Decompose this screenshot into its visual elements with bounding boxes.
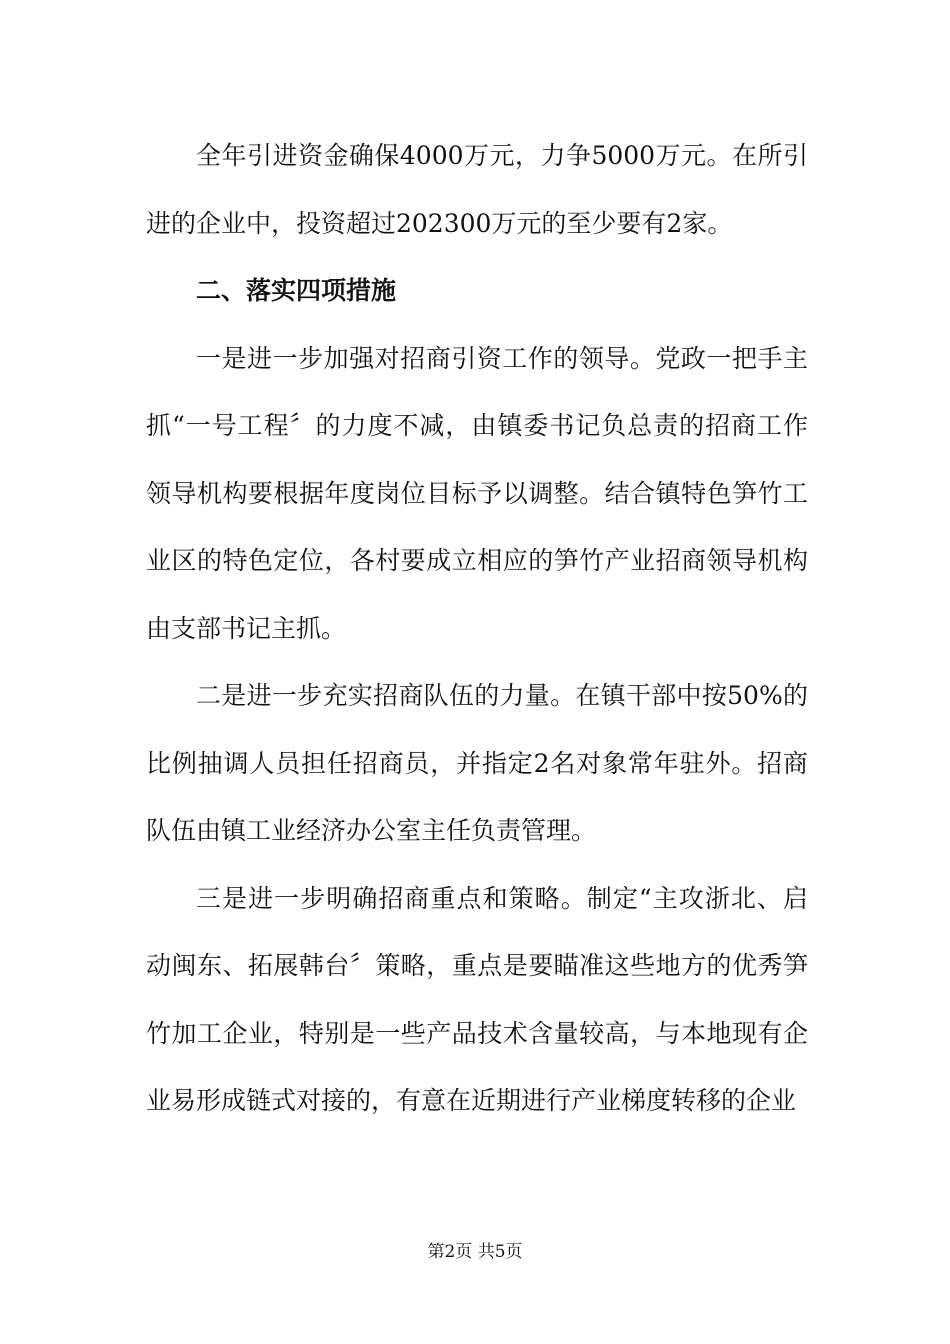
- section-heading: 二、落实四项措施: [196, 276, 397, 305]
- paragraph-funding-target: 全年引进资金确保4000万元，力争5000万元。在所引进的企业中，投资超过202300万元的至少要有2家。: [146, 141, 808, 238]
- page-footer: 第2页 共5页: [427, 1242, 523, 1262]
- paragraph-measure-leadership: 一是进一步加强对招商引资工作的领导。党政一把手主抓“一号工程〞的力度不减，由镇委书记负总责的招商工作领导机构要根据年度岗位目标予以调整。结合镇特色笋竹工业区的特色定位，各村要成立相应的笋竹产业招商领导机构由支部书记主抓。: [146, 343, 808, 643]
- paragraph-measure-team: 二是进一步充实招商队伍的力量。在镇干部中按50%的比例抽调人员担任招商员，并指定2名对象常年驻外。招商队伍由镇工业经济办公室主任负责管理。: [146, 681, 808, 845]
- document-body: [146, 122, 808, 1135]
- paragraph-measure-strategy: 三是进一步明确招商重点和策略。制定“主攻浙北、启动闽东、拓展韩台〞策略，重点是要瞄准这些地方的优秀笋竹加工企业，特别是一些产品技术含量较高，与本地现有企业易形成链式对接的，有意在近期进行产业梯度转移的企业: [146, 883, 808, 1115]
